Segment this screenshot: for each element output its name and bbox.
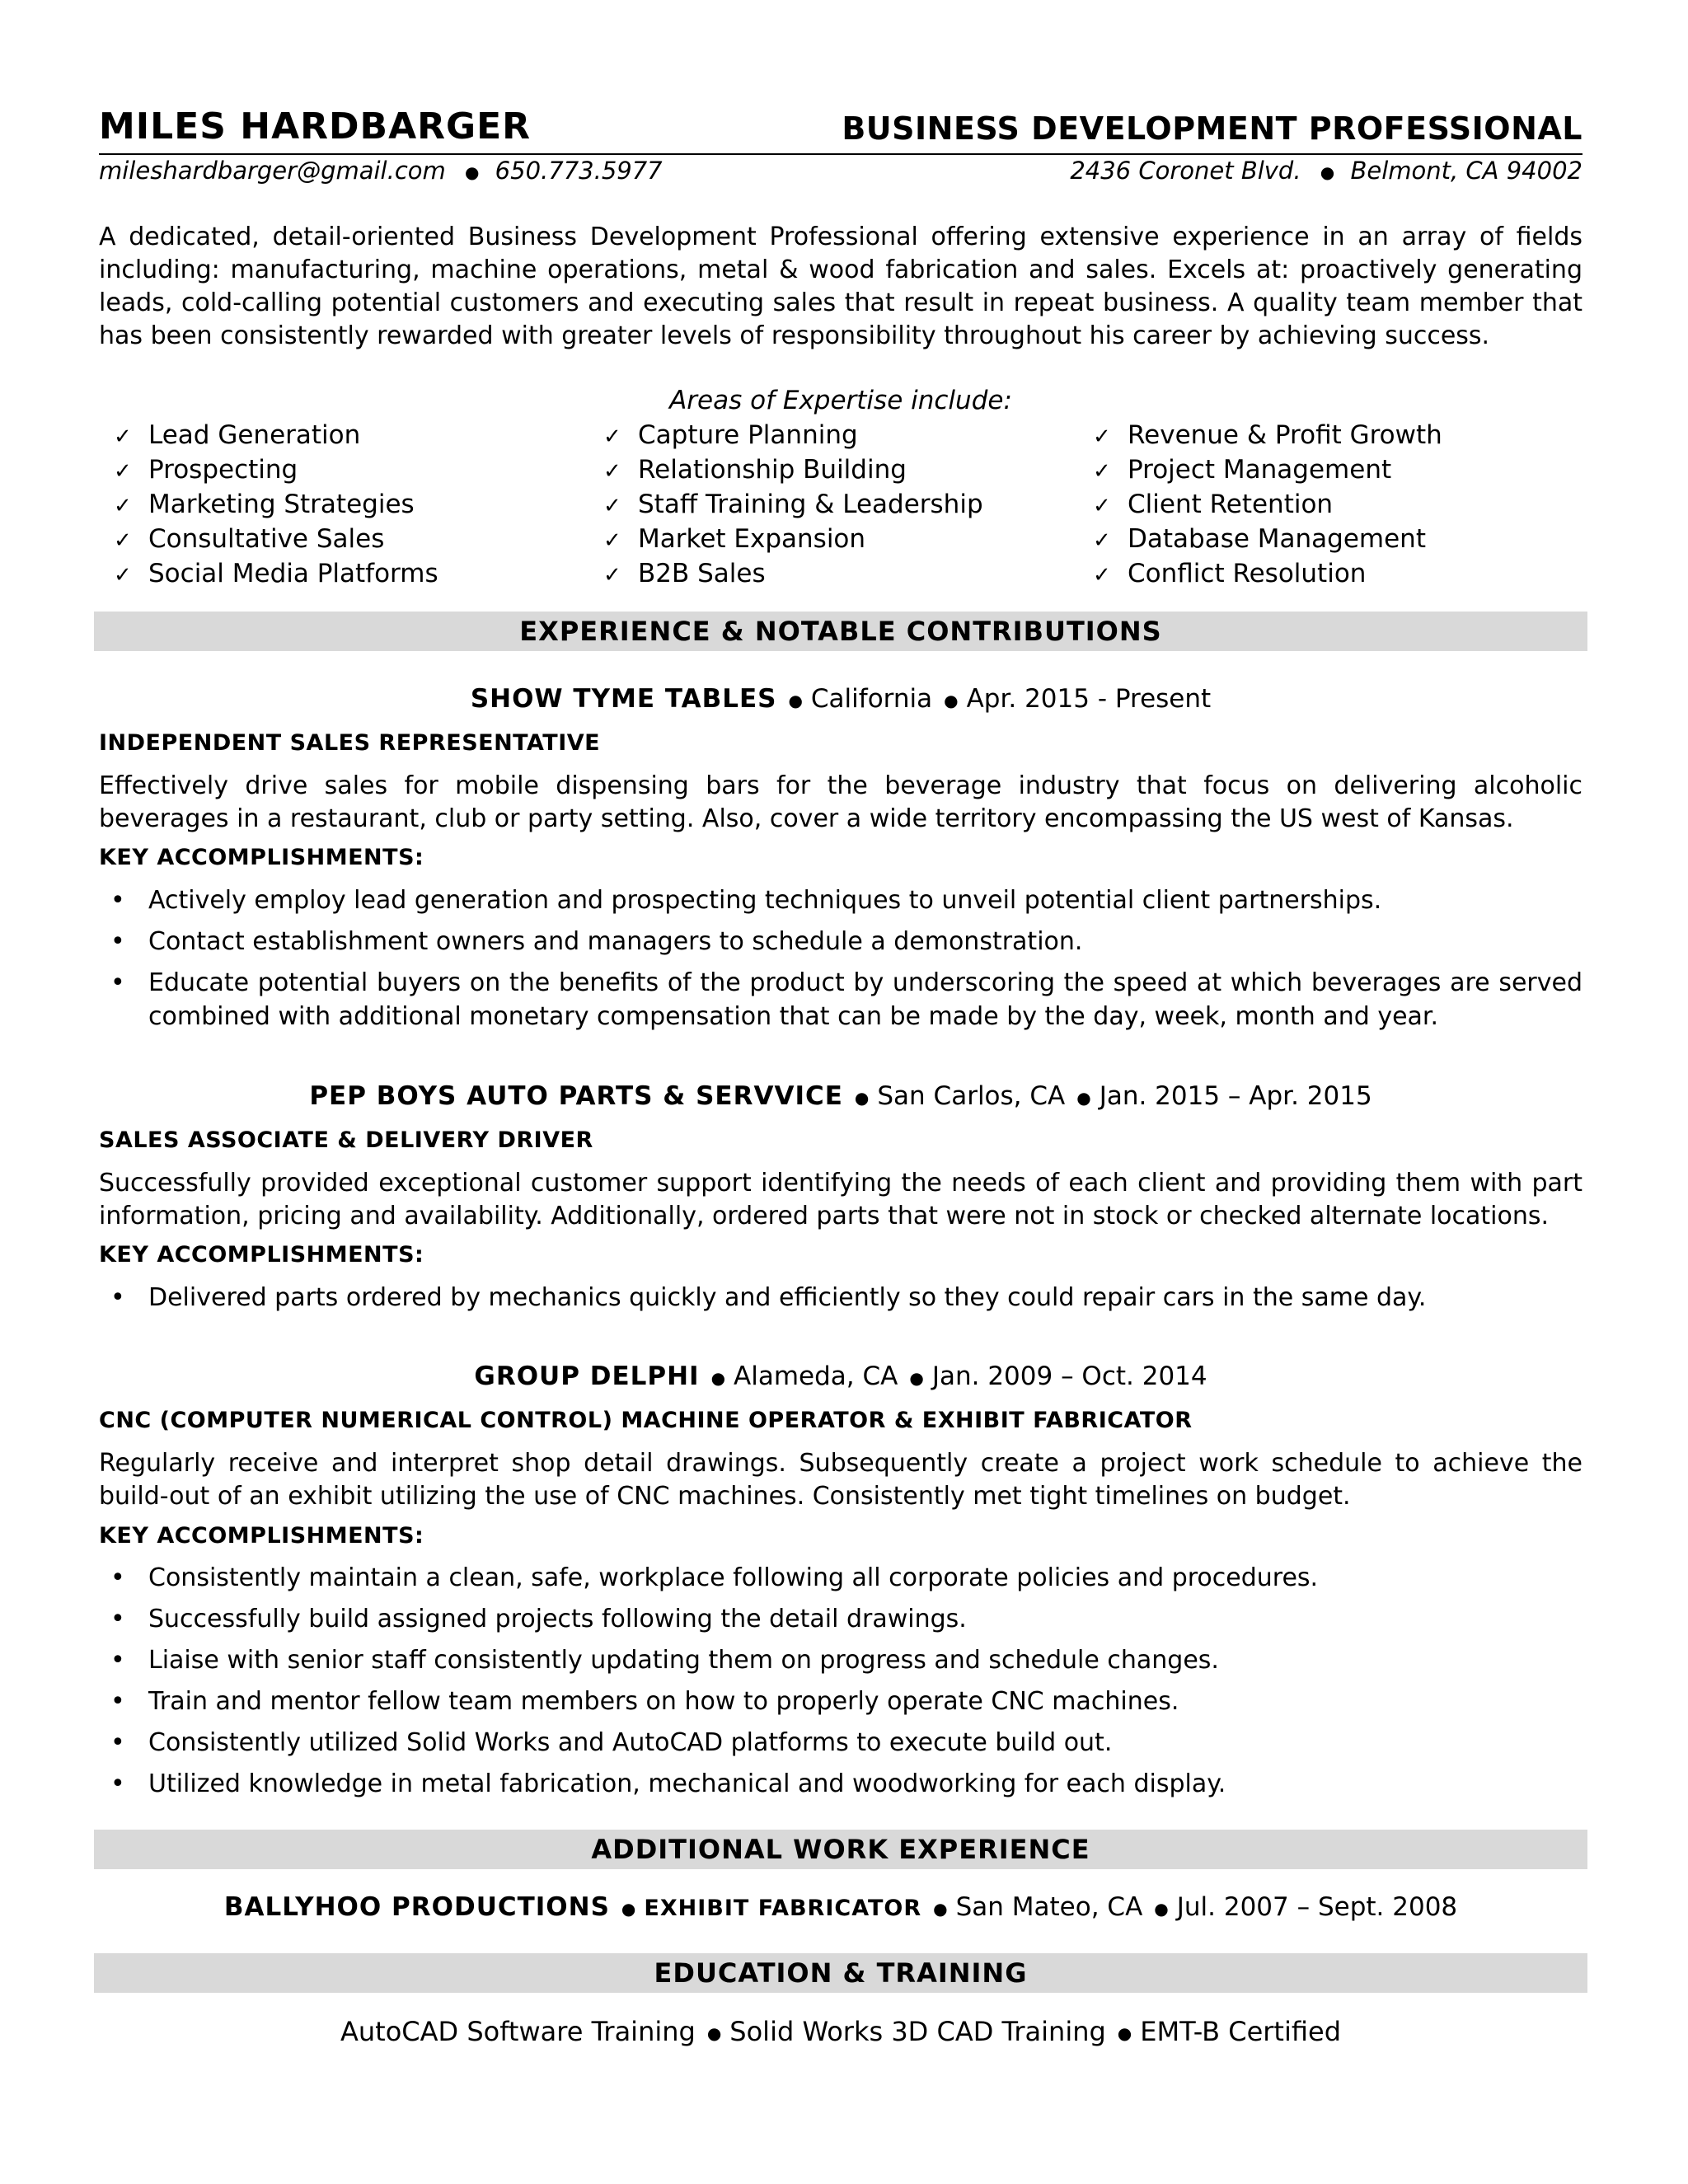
- job-title: SALES ASSOCIATE & DELIVERY DRIVER: [99, 1127, 593, 1153]
- expertise-item: ✓ Revenue & Profit Growth: [1093, 419, 1582, 453]
- education-item: EMT-B Certified: [1140, 2016, 1341, 2047]
- accomplishment-item: • Consistently maintain a clean, safe, workplace following all corporate policies and procedures.: [99, 1561, 1582, 1595]
- bullet-separator: ●: [854, 1087, 870, 1108]
- education-item: AutoCAD Software Training: [340, 2016, 696, 2047]
- checkmark-icon: ✓: [603, 528, 621, 553]
- job-dates: Apr. 2015 - Present: [966, 684, 1212, 714]
- accomplishment-item: • Contact establishment owners and managers to schedule a demonstration.: [99, 925, 1582, 958]
- bullet-separator: ●: [1320, 162, 1335, 182]
- header-divider: [99, 153, 1582, 155]
- expertise-item: ✓ Social Media Platforms: [114, 557, 603, 592]
- expertise-item: ✓ Staff Training & Leadership: [603, 488, 1093, 523]
- expertise-column-3: [1093, 419, 1582, 592]
- expertise-title: Areas of Expertise include:: [669, 386, 1012, 415]
- accomplishment-item: • Delivered parts ordered by mechanics quickly and efficiently so they could repair cars in the same day.: [99, 1281, 1582, 1315]
- expertise-item: ✓ Relationship Building: [603, 453, 1093, 488]
- accomplishments-list: [99, 883, 1582, 1041]
- expertise-column-2: [603, 419, 1093, 592]
- expertise-item: ✓ Lead Generation: [114, 419, 603, 453]
- accomplishment-item: • Liaise with senior staff consistently updating them on progress and schedule changes.: [99, 1643, 1582, 1677]
- bullet-separator: ●: [1076, 1087, 1091, 1108]
- expertise-item: ✓ Market Expansion: [603, 523, 1093, 557]
- expertise-item: ✓ Project Management: [1093, 453, 1582, 488]
- job-description: Successfully provided exceptional customer support identifying the needs of each client and providing them with part information, pricing and availability. Additionally, ordered parts that were not in stock or checked alternate locations.: [99, 1169, 1582, 1230]
- accomplishment-item: • Educate potential buyers on the benefits of the product by underscoring the speed at which beverages are served combined with additional monetary compensation that can be made by the day, week, month and year.: [99, 966, 1582, 1033]
- additional-work-section-header: ADDITIONAL WORK EXPERIENCE: [94, 1830, 1587, 1869]
- job-title: INDEPENDENT SALES REPRESENTATIVE: [99, 730, 601, 756]
- accomplishment-item: • Train and mentor fellow team members on how to properly operate CNC machines.: [99, 1685, 1582, 1718]
- contact-email-phone: [99, 157, 663, 185]
- job-location: California: [810, 684, 933, 714]
- expertise-column-1: [114, 419, 603, 592]
- checkmark-icon: ✓: [114, 494, 132, 518]
- accomplishments-list: [99, 1561, 1582, 1808]
- company-name: GROUP DELPHI: [474, 1361, 700, 1391]
- job-title: CNC (COMPUTER NUMERICAL CONTROL) MACHINE OPERATOR & EXHIBIT FABRICATOR: [99, 1408, 1193, 1433]
- expertise-item: ✓ Marketing Strategies: [114, 488, 603, 523]
- expertise-grid: [114, 419, 1582, 592]
- bullet-separator: ●: [465, 162, 480, 182]
- bullet-separator: ●: [788, 690, 803, 710]
- accomplishments-list: [99, 1281, 1582, 1322]
- checkmark-icon: ✓: [603, 459, 621, 484]
- expertise-item: ✓ B2B Sales: [603, 557, 1093, 592]
- email: mileshardbarger@gmail.com: [99, 157, 446, 185]
- key-accomplishments-label: KEY ACCOMPLISHMENTS:: [99, 845, 424, 870]
- checkmark-icon: ✓: [1093, 563, 1111, 588]
- bullet-separator: ●: [944, 690, 959, 710]
- job-dates: Jan. 2009 – Oct. 2014: [931, 1361, 1207, 1391]
- accomplishment-item: • Utilized knowledge in metal fabrication, mechanical and woodworking for each display.: [99, 1767, 1582, 1801]
- candidate-name: MILES HARDBARGER: [99, 105, 532, 148]
- company-name: PEP BOYS AUTO PARTS & SERVVICE: [309, 1081, 843, 1111]
- bullet-separator: ●: [909, 1367, 924, 1388]
- phone: 650.773.5977: [495, 157, 663, 185]
- expertise-item: ✓ Consultative Sales: [114, 523, 603, 557]
- checkmark-icon: ✓: [114, 563, 132, 588]
- experience-section-header: EXPERIENCE & NOTABLE CONTRIBUTIONS: [94, 612, 1587, 651]
- company-name: SHOW TYME TABLES: [470, 684, 777, 714]
- education-item: Solid Works 3D CAD Training: [729, 2016, 1106, 2047]
- accomplishment-item: • Consistently utilized Solid Works and AutoCAD platforms to execute build out.: [99, 1726, 1582, 1760]
- key-accomplishments-label: KEY ACCOMPLISHMENTS:: [99, 1242, 424, 1268]
- accomplishment-item: • Actively employ lead generation and prospecting techniques to unveil potential client partnerships.: [99, 883, 1582, 917]
- key-accomplishments-label: KEY ACCOMPLISHMENTS:: [99, 1523, 424, 1549]
- checkmark-icon: ✓: [1093, 528, 1111, 553]
- bullet-separator: ●: [710, 1367, 726, 1388]
- job-description: Regularly receive and interpret shop detail drawings. Subsequently create a project work schedule to achieve the build-out of an exhibit utilizing the use of CNC machines. Consistently met tight timelines on budget.: [99, 1449, 1582, 1511]
- job-dates: Jan. 2015 – Apr. 2015: [1099, 1081, 1372, 1111]
- bullet-separator: ●: [706, 2023, 722, 2043]
- job-location: San Mateo, CA: [955, 1892, 1143, 1922]
- checkmark-icon: ✓: [114, 459, 132, 484]
- additional-job-line: [99, 1892, 1582, 1922]
- checkmark-icon: ✓: [1093, 494, 1111, 518]
- bullet-separator: ●: [933, 1898, 948, 1919]
- bullet-separator: ●: [621, 1898, 636, 1919]
- education-section-header: EDUCATION & TRAINING: [94, 1953, 1587, 1993]
- street-address: 2436 Coronet Blvd.: [1070, 157, 1301, 185]
- professional-headline: BUSINESS DEVELOPMENT PROFESSIONAL: [842, 110, 1582, 147]
- job-1-heading: [99, 684, 1582, 714]
- accomplishment-item: • Successfully build assigned projects following the detail drawings.: [99, 1602, 1582, 1636]
- checkmark-icon: ✓: [603, 494, 621, 518]
- expertise-item: ✓ Capture Planning: [603, 419, 1093, 453]
- job-3-heading: [99, 1361, 1582, 1391]
- checkmark-icon: ✓: [1093, 424, 1111, 449]
- checkmark-icon: ✓: [603, 563, 621, 588]
- checkmark-icon: ✓: [114, 528, 132, 553]
- expertise-item: ✓ Prospecting: [114, 453, 603, 488]
- job-title: EXHIBIT FABRICATOR: [644, 1896, 922, 1921]
- checkmark-icon: ✓: [603, 424, 621, 449]
- expertise-item: ✓ Conflict Resolution: [1093, 557, 1582, 592]
- job-2-heading: [99, 1081, 1582, 1111]
- company-name: BALLYHOO PRODUCTIONS: [223, 1892, 610, 1922]
- education-line: [99, 2016, 1582, 2047]
- job-description: Effectively drive sales for mobile dispensing bars for the beverage industry that focus on delivering alcoholic beverages in a restaurant, club or party setting. Also, cover a wide territory encompassing the US west of Kansas.: [99, 771, 1582, 833]
- job-location: Alameda, CA: [734, 1361, 898, 1391]
- expertise-item: ✓ Database Management: [1093, 523, 1582, 557]
- job-dates: Jul. 2007 – Sept. 2008: [1176, 1892, 1458, 1922]
- checkmark-icon: ✓: [114, 424, 132, 449]
- bullet-separator: ●: [1154, 1898, 1169, 1919]
- expertise-item: ✓ Client Retention: [1093, 488, 1582, 523]
- contact-address: [1070, 157, 1582, 185]
- job-location: San Carlos, CA: [877, 1081, 1066, 1111]
- summary-paragraph: A dedicated, detail-oriented Business Development Professional offering extensive experience in an array of fields including: manufacturing, machine operations, metal & wood fabrication and sales. Excels at: proactively generating leads, cold-calling potential customers and executing sales that result in repeat business. A quality team member that has been consistently rewarded with greater levels of responsibility throughout his career by achieving success.: [99, 223, 1582, 350]
- city-address: Belmont, CA 94002: [1350, 157, 1582, 185]
- checkmark-icon: ✓: [1093, 459, 1111, 484]
- bullet-separator: ●: [1117, 2023, 1132, 2043]
